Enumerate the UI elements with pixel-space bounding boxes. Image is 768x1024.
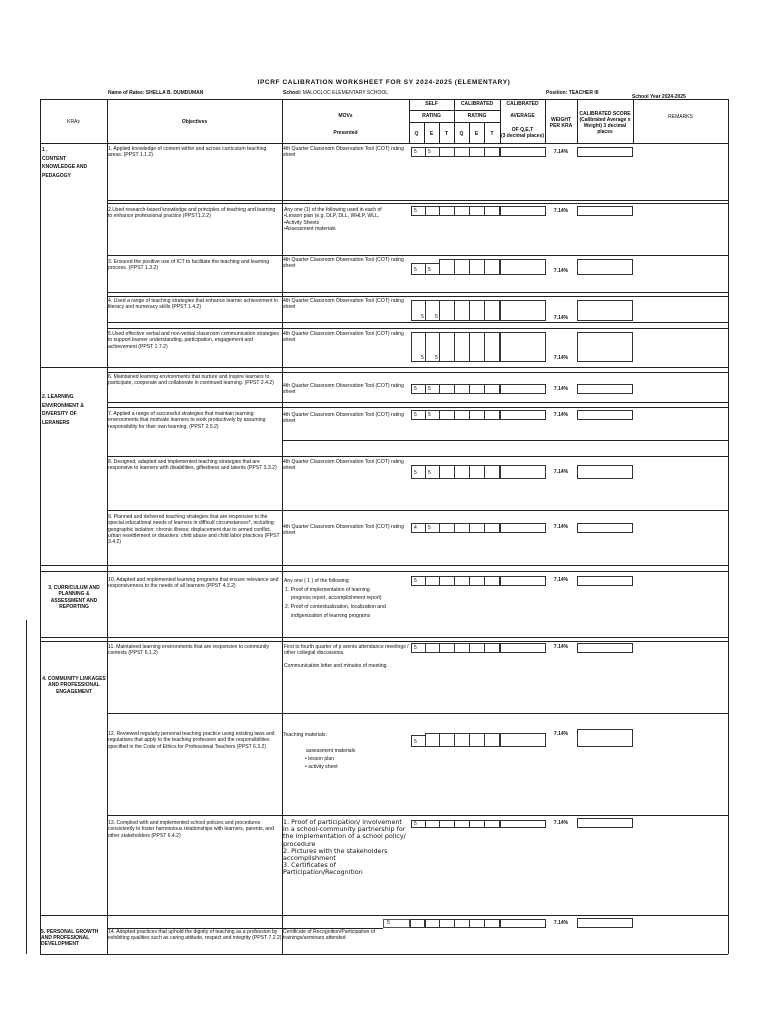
row-sep	[40, 367, 728, 368]
kra-1-line: PEDAGOGY	[42, 172, 71, 179]
worksheet-title: IPCRF CALIBRATION WORKSHEET FOR SY 2024-2025 (ELEMENTARY)	[257, 79, 511, 86]
row-sep	[107, 815, 728, 816]
mov-1: 4th Quarter Classroom Observation Tool (COT) rating sheet	[283, 146, 404, 159]
self-e-value: 5	[428, 149, 431, 155]
self-q-value: 5	[414, 470, 417, 476]
kra-2-label	[42, 393, 106, 427]
self-q-box[interactable]	[411, 465, 426, 479]
objective-8: 8. Designed, adapted and implemented teaching strategies that are responsive to learners with disabilities, giftedness and talents (PPST 3.3.2)	[108, 459, 277, 472]
self-e-box[interactable]	[425, 410, 440, 420]
mov-5: 4th Quarter Classroom Observation Tool (COT) rating sheet	[283, 331, 404, 344]
objective-3: 3. Ensured the positive use of ICT to facilitate the teaching and learning process. (PPST 1.3.2)	[108, 259, 270, 272]
self-q-value: 5	[414, 386, 417, 392]
cal-e-box[interactable]	[469, 410, 485, 420]
self-e-box[interactable]	[425, 300, 440, 321]
position-label: Position:	[546, 90, 568, 96]
cal-score-box[interactable]	[577, 465, 633, 479]
row-sep	[107, 200, 728, 201]
cal-avg-box[interactable]	[500, 733, 546, 747]
self-t-box[interactable]	[439, 300, 455, 321]
self-t-box[interactable]	[439, 465, 455, 479]
self-t-box[interactable]	[439, 259, 455, 275]
cal-e-box[interactable]	[469, 206, 485, 216]
cal-e-box[interactable]	[469, 733, 485, 747]
self-e-value: 5	[428, 525, 431, 531]
cal-t-box[interactable]	[484, 820, 500, 828]
mov-line: progress report, accomplishment report)	[291, 595, 382, 602]
mov-8: 4th Quarter Classroom Observation Tool (COT) rating sheet	[283, 459, 404, 472]
cal-score-box[interactable]	[577, 147, 633, 157]
row-sep	[40, 915, 728, 916]
mov-line: indigenization of learning programs	[291, 612, 371, 619]
self-e-box[interactable]	[425, 147, 440, 157]
cal-t-box[interactable]	[484, 523, 500, 533]
cal-score-box[interactable]	[577, 729, 633, 747]
col-header-calavg-1: CALIBRATED	[506, 101, 539, 107]
cal-t-box[interactable]	[484, 206, 500, 216]
cal-e-box[interactable]	[469, 643, 485, 653]
row-sep	[107, 255, 728, 256]
cal-q-box[interactable]	[454, 384, 470, 394]
cal-avg-box[interactable]	[500, 576, 546, 586]
mov-4: 4th Quarter Classroom Observation Tool (COT) rating sheet	[283, 298, 404, 311]
self-q-value: 5	[387, 920, 390, 926]
col-header-calavg-3: OF Q,E,T	[511, 127, 534, 133]
row-sep	[107, 372, 728, 373]
col-header-weight-1: WEIGHT	[551, 117, 571, 123]
cal-t-box[interactable]	[484, 410, 500, 420]
self-e-box[interactable]	[425, 206, 440, 216]
cal-q-box[interactable]	[454, 332, 470, 362]
kra-4-label: 4. COMMUNITY LINKAGES AND PROFESSIONAL ENGAGEMENT	[42, 676, 106, 695]
ratee-label: Name of Ratee:	[108, 90, 145, 96]
col-header-movs: MOVs	[338, 113, 353, 119]
kra-1-line: 1 .	[42, 147, 48, 153]
weight-value: 7.14%	[553, 524, 569, 530]
cal-avg-box[interactable]	[500, 259, 546, 275]
mov-3: 4th Quarter Classroom Observation Tool (COT) rating sheet	[283, 257, 404, 270]
self-q-box[interactable]	[411, 523, 426, 533]
self-q-value: 5	[421, 314, 424, 320]
position-info	[546, 90, 599, 96]
cal-avg-box[interactable]	[500, 384, 546, 394]
mov-line: •Lesson plan (e.g. DLP, DLL, WHLP, WLL,	[284, 213, 380, 220]
cal-score-box[interactable]	[577, 259, 633, 275]
objective-10: 10. Adapted and implemented learning programs that ensure relevance and responsiveness to the needs of all learners (PPST 4.3.2)	[108, 577, 279, 590]
col-header-presented: Presented	[333, 130, 358, 136]
self-q-value: 5	[414, 149, 417, 155]
cal-t-box[interactable]	[484, 384, 500, 394]
cal-t-box[interactable]	[484, 300, 500, 321]
self-e-value: 5	[428, 470, 431, 476]
mov-2	[284, 207, 409, 232]
objective-5: 5.Used effective verbal and non-verbal classroom communication strategies to support learner understanding, participation, engagement and achievement (PPST 1.7.2)	[108, 331, 279, 350]
self-q-value: 5	[421, 355, 424, 361]
row-sep	[107, 292, 728, 293]
objective-11: 11. Maintained learning environments that are responsive to community contexts (PPST 6.1.2)	[108, 644, 270, 657]
header-subline-1	[410, 110, 500, 111]
cal-q-box[interactable]	[454, 147, 470, 157]
cal-e-box[interactable]	[469, 576, 485, 586]
mov-line: •Activity Sheets	[284, 219, 320, 226]
col-header-q: Q	[414, 131, 419, 137]
cal-score-box[interactable]	[577, 818, 633, 828]
row-sep	[107, 713, 728, 714]
self-e-value: 5	[435, 355, 438, 361]
kra-2-line: DIVERSITY OF	[42, 411, 77, 417]
cal-score-box[interactable]	[577, 643, 633, 653]
col-line-right	[728, 99, 729, 954]
cal-score-box[interactable]	[577, 384, 633, 394]
self-q-value: 5	[414, 412, 417, 418]
self-t-box[interactable]	[439, 384, 455, 394]
objective-12: 12. Reviewed regularly personal teaching practice using existing laws and regulations that apply to the teaching profession and the responsibilities specified in the Code of Ethics for Professional Teachers (PPST 6.3.2)	[108, 731, 275, 750]
self-e-value: 5	[435, 314, 438, 320]
cal-e-box[interactable]	[469, 523, 485, 533]
row-sep	[107, 407, 728, 408]
kra-5-label: 5. PERSONAL GROWTH AND PROFESIONAL DEVELOPMENT	[41, 929, 99, 947]
self-e-box[interactable]	[425, 523, 440, 533]
col-header-self-1: SELF	[425, 101, 438, 107]
self-t-box[interactable]	[439, 643, 455, 653]
col-header-t: T	[490, 131, 494, 137]
cal-avg-box[interactable]	[500, 919, 546, 928]
row-sep	[107, 456, 728, 457]
self-q-value: 5	[414, 208, 417, 214]
cal-t-box[interactable]	[484, 332, 500, 362]
cal-q-box[interactable]	[454, 576, 470, 586]
mov-line: 1. Proof of participation/ involvement in a school-community partnership for the implementation of a school policy/ procedure	[283, 818, 406, 848]
header-bottom-border	[40, 143, 728, 144]
self-t-box[interactable]	[439, 820, 455, 828]
mov-line: • lesson plan	[305, 756, 334, 763]
weight-value: 7.14%	[553, 149, 569, 155]
self-t-box[interactable]	[439, 147, 455, 157]
kra-2-line: LERANERS	[42, 419, 70, 426]
self-e-box[interactable]	[425, 465, 440, 479]
row-sep	[107, 203, 728, 204]
col-header-objectives: Objectives	[181, 119, 208, 125]
position-value: TEACHER III	[568, 90, 599, 96]
self-t-box[interactable]	[439, 733, 455, 747]
cal-e-box[interactable]	[469, 147, 485, 157]
self-q-box[interactable]	[411, 820, 426, 828]
row-sep	[107, 510, 728, 511]
self-e-value: 5	[428, 267, 431, 273]
mov-13	[283, 819, 408, 876]
col-header-e: E	[474, 131, 479, 137]
self-e-box[interactable]	[425, 384, 440, 394]
objective-13: 13. Complied with and implemented school policies and procedures consistently to foster harmonious relationships with learners, parents, and other stakeholders (PPST 6.4.2)	[108, 820, 274, 839]
cal-q-box[interactable]	[439, 919, 455, 928]
mov-12	[283, 731, 408, 772]
table-top-border	[40, 99, 728, 100]
self-q-value: 4	[414, 525, 417, 531]
cal-score-box[interactable]	[577, 918, 633, 928]
row-sep	[107, 402, 728, 403]
row-sep	[282, 440, 728, 441]
self-q-box[interactable]	[411, 384, 426, 394]
cal-e-box[interactable]	[469, 384, 485, 394]
cal-e-box[interactable]	[469, 465, 485, 479]
school-value: MALOCLOC ELEMENTARY SCHOOL	[302, 90, 389, 96]
objective-9: 9. Planned and delivered teaching strategies that are responsive to the special educational needs of learners in difficult circumstances*, including: geographic isolation; chronic illness; displacement due to armed conflict, urban resettlement or disasters; child abuse and child labor practices (PPST 3.4.2)	[108, 514, 280, 546]
self-e-box[interactable]	[410, 919, 425, 928]
weight-value: 7.14%	[553, 577, 569, 583]
cal-avg-box[interactable]	[500, 332, 546, 362]
row-sep	[40, 637, 728, 638]
self-q-value: 5	[414, 821, 417, 827]
self-q-box[interactable]	[411, 147, 426, 157]
cal-e-box[interactable]	[469, 820, 485, 828]
objective-7: 7. Applied a range of successful strategies that maintain learning environments that motivate learners to work productively by assuming responsibility for their own learning. (PPST 2.5.2)	[108, 411, 266, 430]
row-sep	[107, 328, 728, 329]
self-e-box[interactable]	[425, 820, 440, 828]
mov-line: First to fourth quarter of p arents attendance meetings / other collegial discussions.	[284, 644, 409, 657]
cal-score-box[interactable]	[577, 332, 633, 362]
cal-t-box[interactable]	[484, 733, 500, 747]
school-year: School Year 2024-2025	[632, 94, 686, 100]
weight-value: 7.14%	[553, 820, 569, 826]
mov-line: Teaching materials:	[283, 732, 327, 738]
cal-t-box[interactable]	[469, 919, 485, 928]
weight-value: 7.14%	[553, 208, 569, 214]
cal-score-box[interactable]	[577, 410, 633, 420]
col-header-calrating-2: RATING	[467, 113, 487, 119]
mov-line: 2. Pictures with the stakeholders accomplishment	[283, 846, 388, 862]
mov-line: assessment materials	[306, 748, 356, 755]
cal-q-box[interactable]	[454, 410, 470, 420]
self-e-value: 5	[428, 386, 431, 392]
kra-2-line: 2. LEARNING	[42, 394, 74, 400]
col-header-t: T	[444, 131, 449, 137]
self-q-value: 5	[414, 578, 417, 584]
self-e-value: 5	[428, 412, 431, 418]
cal-t-box[interactable]	[484, 576, 500, 586]
cal-avg-box[interactable]	[500, 410, 546, 420]
mov-line: 2. Proof of contextualization, localization and	[285, 603, 386, 610]
col-header-q: Q	[459, 131, 464, 137]
cal-q-box[interactable]	[454, 733, 470, 747]
col-header-score-3: Weight) 3 decimal	[583, 123, 627, 129]
col-header-remarks: REMARKS	[668, 114, 693, 120]
weight-value: 7.14%	[553, 412, 569, 418]
self-t-box[interactable]	[439, 206, 455, 216]
cal-avg-box[interactable]	[500, 820, 546, 828]
row-sep	[40, 571, 728, 572]
school-info	[283, 90, 388, 96]
objective-4: 4. Used a range of teaching strategies that enhance learner achievement in literacy and numeracy skills (PPST 1.4.2)	[108, 298, 278, 311]
col-header-weight-2: PER KRA	[549, 123, 573, 129]
col-header-score-2: (Calibrated Average x	[579, 117, 631, 123]
cal-e-box[interactable]	[454, 919, 470, 928]
mov-line: •Assessment materials	[284, 226, 336, 233]
cal-q-box[interactable]	[454, 820, 470, 828]
table-bottom-border	[40, 954, 728, 955]
cal-q-box[interactable]	[454, 523, 470, 533]
self-e-box[interactable]	[425, 576, 440, 586]
weight-value: 7.14%	[553, 469, 569, 475]
cal-q-box[interactable]	[454, 300, 470, 321]
self-q-box[interactable]	[411, 263, 426, 275]
self-e-box[interactable]	[425, 263, 440, 275]
cal-q-box[interactable]	[454, 643, 470, 653]
row-sep	[40, 565, 728, 566]
cal-avg-box[interactable]	[500, 523, 546, 533]
objective-1: 1. Applied knowledge of content within and across curriculum teaching areas. (PPST 1.1.2)	[108, 146, 267, 159]
cal-e-box[interactable]	[469, 332, 485, 362]
self-q-value: 5	[414, 739, 417, 745]
self-e-box[interactable]	[425, 733, 440, 747]
mov-10	[284, 577, 409, 620]
row-sep	[107, 296, 728, 297]
cal-avg-box[interactable]	[500, 643, 546, 653]
self-q-value: 5	[414, 267, 417, 273]
objective-2: 2.Used research-based knowledge and principles of teaching and learning to enhance professional practice (PPST1.2.2)	[108, 207, 276, 220]
self-q-box[interactable]	[411, 735, 426, 747]
col-header-e: E	[429, 131, 434, 137]
mov-7: 4th Quarter Classroom Observation Tool (COT) rating sheet	[283, 412, 404, 425]
objective-6: 6. Maintained learning environments that nurture and inspire learners to participate, cooperate and collaborate in continued learning. (PPST 2.4.2)	[108, 374, 274, 387]
cal-avg-box[interactable]	[500, 147, 546, 157]
cal-score-box[interactable]	[577, 300, 633, 321]
cal-t-box[interactable]	[484, 643, 500, 653]
col-header-calavg-4: (3 decimal places)	[500, 133, 545, 139]
cal-t-box[interactable]	[484, 919, 500, 928]
cal-t-box[interactable]	[484, 147, 500, 157]
cal-score-box[interactable]	[577, 523, 633, 533]
kra-1-label	[42, 146, 106, 180]
self-q-box[interactable]	[383, 919, 410, 928]
cal-q-box[interactable]	[454, 259, 470, 275]
col-line-score	[633, 99, 634, 143]
kra-3-label: 3. CURRICULUM AND PLANNING & ASSESSMENT AND REPORTING	[48, 585, 100, 610]
col-header-self-2: RATING	[422, 113, 441, 119]
mov-14: Certificate of Recognition/Participation of trainings/seminars attended	[283, 929, 376, 942]
mov-6: 4th Quarter Classroom Observation Tool (COT) rating sheet	[283, 383, 404, 396]
cal-avg-box[interactable]	[500, 206, 546, 216]
col-header-kras: KRAs	[67, 119, 80, 125]
self-q-box[interactable]	[411, 300, 426, 321]
mov-line: 3. Certificates of Participation/Recognition	[283, 861, 363, 877]
self-t-box[interactable]	[439, 576, 455, 586]
col-header-calrating-1: CALIBRATED	[460, 101, 494, 107]
self-t-box[interactable]	[439, 523, 455, 533]
cal-e-box[interactable]	[469, 300, 485, 321]
col-header-score-1: CALIBRATED SCORE	[579, 111, 631, 117]
cal-avg-box[interactable]	[500, 300, 546, 321]
mov-line: Communication letter and minutes of meeting.	[284, 662, 388, 669]
mov-line: • activity sheet	[305, 764, 338, 771]
self-q-box[interactable]	[411, 576, 426, 586]
self-t-box[interactable]	[439, 332, 455, 362]
row-sep	[40, 641, 728, 642]
mov-9: 4th Quarter Classroom Observation Tool (COT) rating sheet	[283, 524, 404, 537]
cal-score-box[interactable]	[577, 206, 633, 216]
left-margin-line	[26, 620, 27, 954]
col-header-calavg-2: AVERAGE	[510, 113, 535, 119]
weight-value: 7.14%	[553, 644, 569, 650]
cal-t-box[interactable]	[484, 259, 500, 275]
mov-11	[284, 644, 409, 669]
school-label: School:	[283, 90, 302, 96]
col-line-left	[40, 99, 41, 954]
row-sep	[107, 322, 728, 323]
self-q-box[interactable]	[411, 410, 426, 420]
kra-1-line: CONTENT	[42, 155, 67, 162]
self-e-box[interactable]	[425, 332, 440, 362]
ratee-info	[108, 90, 203, 96]
kra-1-line: KNOWLEDGE AND	[42, 164, 88, 170]
self-q-box[interactable]	[411, 206, 426, 216]
self-q-box[interactable]	[411, 643, 426, 653]
mov-line: Any one ( 1 ) of the following:	[284, 578, 350, 584]
mov-line: Any one (1) of the following used in each of	[284, 207, 382, 213]
self-q-box[interactable]	[411, 332, 426, 362]
weight-value: 7.14%	[553, 731, 569, 737]
cal-e-box[interactable]	[469, 259, 485, 275]
cal-q-box[interactable]	[454, 465, 470, 479]
kra-2-line: ENVIRONMENT &	[42, 402, 84, 409]
self-q-value: 5	[414, 645, 417, 651]
cal-score-box[interactable]	[577, 576, 633, 586]
self-t-box[interactable]	[425, 919, 440, 928]
weight-value: 7.14%	[553, 315, 569, 321]
self-t-box[interactable]	[439, 410, 455, 420]
cal-avg-box[interactable]	[500, 465, 546, 479]
ratee-value: SHELLA B. DUMDUMAN	[145, 90, 204, 96]
col-header-score-4: places	[597, 129, 613, 135]
weight-value: 7.14%	[553, 920, 569, 926]
weight-value: 7.14%	[553, 268, 569, 274]
cal-q-box[interactable]	[454, 206, 470, 216]
self-e-box[interactable]	[425, 643, 440, 653]
weight-value: 7.14%	[553, 386, 569, 392]
weight-value: 7.14%	[553, 355, 569, 361]
objective-14: 14. Adopted practices that uphold the dignity of teaching as a profession by exhibiting qualities such as caring attitude, respect and integrity (PPST 7.2.2)	[108, 929, 282, 942]
mov-line: 1. Proof of implementation of learning	[285, 586, 370, 593]
cal-t-box[interactable]	[484, 465, 500, 479]
